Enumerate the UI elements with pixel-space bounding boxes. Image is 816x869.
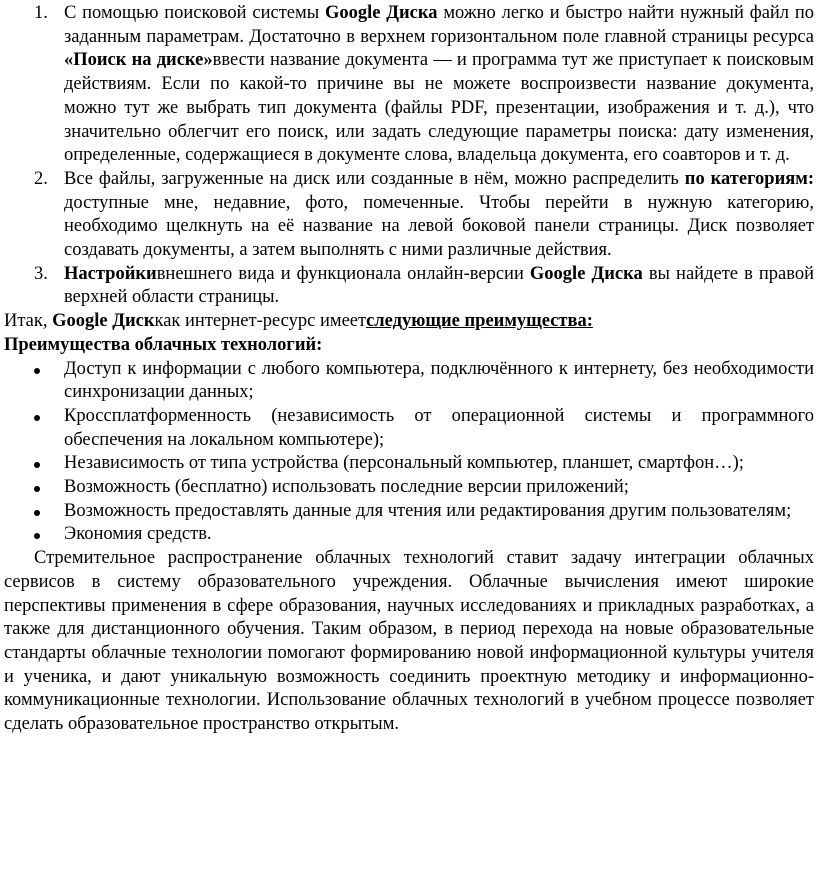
item-text: доступные мне, недавние, фото, помеченные. Чтобы перейти в нужную категорию, необходимо щелкнуть на её название на левой боковой панели страницы. Диск позволяет создавать документы, а затем выполнять с ними различные действия. xyxy=(64,192,814,261)
item-number: 1. xyxy=(34,3,48,23)
item-text: Все файлы, загруженные на диск или созданные в нём, можно распределить xyxy=(64,168,685,189)
bullet-text: Возможность (бесплатно) использовать последние версии приложений; xyxy=(64,477,629,498)
numbered-item-2 xyxy=(4,168,816,263)
advantages-heading: Преимущества облачных технологий: xyxy=(4,334,323,355)
summary-prefix: Итак, xyxy=(4,311,53,332)
bullet-item-2 xyxy=(4,405,816,452)
bullet-icon xyxy=(34,533,40,539)
closing-paragraph: Стремительное распространение облачных технологий ставит задачу интеграции облачных сервисов в систему образовательного учреждения. Облачные вычисления имеют широкие перспективы применения в сфере образования, научных исследованиях и прикладных разработках, а также для дистанционного обучения. Таким образом, в период перехода на новые образовательные стандарты облачные технологии помогают формированию новой информационной культуры учителя и ученика, и дают уникальную возможность соединить проектную методику и информационно-коммуникационные технологии. Использование облачных технологий в учебном процессе позволяет сделать образовательное пространство открытым. xyxy=(4,548,814,735)
bullet-icon xyxy=(34,462,40,468)
numbered-item-3 xyxy=(4,263,816,310)
bullet-item-4 xyxy=(4,476,816,500)
item-text: ввести название документа — и программа тут же приступает к поисковым действиям. Если по какой-то причине вы не можете воспроизвести название документа, можно тут же выбрать тип документа (файлы PDF, презентации, изображения и т. д.), что значительно облегчит его поиск, или задать следующие параметры поиска: дату изменения, определенные, содержащиеся в документе слова, владельца документа, его соавторов и т. д. xyxy=(64,50,814,166)
summary-underlined: следующие преимущества: xyxy=(366,311,593,332)
bullet-text: Экономия средств. xyxy=(64,524,212,545)
item-bold-text: «Поиск на диске» xyxy=(64,50,213,71)
bullet-text: Кроссплатформенность (независимость от операционной системы и программного обеспечения на локальном компьютере); xyxy=(64,405,814,450)
item-text: внешнего вида и функционала онлайн-версии xyxy=(156,263,530,284)
bullet-item-3 xyxy=(4,452,816,476)
bullet-item-6 xyxy=(4,523,816,547)
item-number: 2. xyxy=(34,168,48,189)
bullet-icon xyxy=(34,368,40,374)
bullet-item-1 xyxy=(4,358,816,405)
item-bold-text: Настройки xyxy=(64,263,157,284)
item-bold-text: по категориям: xyxy=(684,168,814,189)
item-text: можно легко и быстро найти нужный файл по заданным параметрам. Достаточно в верхнем горизонтальном поле главной страницы ресурса xyxy=(64,3,815,47)
numbered-item-1 xyxy=(4,2,816,168)
summary-middle: как интернет-ресурс имеет xyxy=(154,311,367,332)
bullet-icon xyxy=(34,510,40,516)
bullet-text: Доступ к информации с любого компьютера, подключённого к интернету, без необходимости синхронизации данных; xyxy=(64,358,814,403)
summary-bold: Google Диск xyxy=(52,311,155,332)
bullet-text: Возможность предоставлять данные для чтения или редактирования другим пользователям; xyxy=(64,500,792,521)
bullet-icon xyxy=(34,415,40,421)
bullet-text: Независимость от типа устройства (персональный компьютер, планшет, смартфон…); xyxy=(64,453,744,474)
item-text: вы найдете в правой верхней области страницы. xyxy=(64,263,815,308)
bullet-icon xyxy=(34,486,40,492)
summary-line xyxy=(4,310,816,334)
item-bold-text: Google Диска xyxy=(529,263,643,284)
item-text: С помощью поисковой системы xyxy=(64,3,325,23)
item-number: 3. xyxy=(34,263,48,284)
item-bold-text: Google Диска xyxy=(324,3,438,23)
bullet-item-5 xyxy=(4,500,816,524)
